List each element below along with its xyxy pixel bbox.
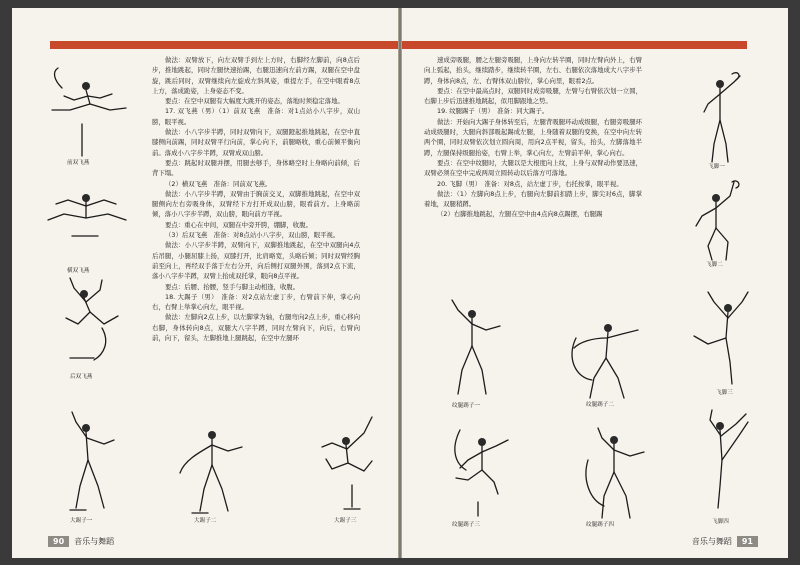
figure-side-double-swallow [42,180,132,274]
dancer-illustration [44,272,134,362]
figure-caption: 后双飞燕 [70,374,93,380]
figure-caption: 飞脚二 [706,262,723,268]
paragraph: 要点：在空中最高点时，双腿同时成旁吸腿，左臂与右臂依次划一立圆，右脚上步后迅速推地跳起，似用脚跟地之势。 [424,86,642,106]
dancer-illustration [562,308,652,403]
paragraph: 20. 飞脚（男） 准备：对8点，站左虚丁步，右托按掌，眼平视。 [437,179,623,188]
figure-flying-kick-2 [682,176,752,266]
paragraph: 要点：跳起时双腿并摆，用腿去够手，身体略空时上身略向前倾，后背下塌。 [152,158,360,178]
figure-caption: 纹腿踢子四 [586,522,614,528]
figure-caption: 横双飞燕 [67,268,90,274]
figure-caption: 飞脚四 [712,519,729,525]
figure-big-kick-2 [172,413,252,524]
header-band [50,41,398,49]
paragraph: 要点：在空中双腿有大幅度大跳开的姿态，落地时须稳定落地。 [165,97,344,106]
dancer-illustration [312,403,392,518]
figure-caption: 纹腿踢子一 [452,403,480,409]
page-number: 91 [737,536,758,547]
right-page-text [424,55,642,220]
figure-twist-kick-1 [432,296,512,409]
dancer-illustration [432,296,512,401]
figure-caption: 前双飞燕 [67,160,90,166]
figure-twist-kick-2 [562,308,652,408]
paragraph: 要点：在空中纹腿时，大腿以是大根度向上纹，上身与双臂动作要迅速，双臂必须在空中完成两周立圆转动以后落方可落地。 [424,158,642,178]
paragraph: 速成旁吸腿，腰之左腿旁吸腿，上身向左转半圈，同时左臂向外上，右臂向上弧起，抬头，继续踏步，继续转半圈，左右、右腿依次落地成大八字步半蹲，身体向8点，左、右臂体双山膀位，掌心向里，眼看2点。 [424,56,642,85]
paragraph: 做法：小八字步半蹲，双臂向下，双脚推地跳起，在空中双腿向4点后吊腿，小腿屈膝上扬，双膝打开，比肩略宽，头略后倾；同时双臂经胸前至向上，再经双手落于左右分开，向后侧打双腿外围，落到2点下流，落小八字步半蹲，双臂上抬成双托掌，眼向8点平视。 [152,241,360,281]
paragraph: 做法：小八字步半蹲，同时双臂向下，双腿蹬起推地跳起，在空中直膝侧向前踢，同时双臂平行向前，掌心向下，前腿略收，重心前倾平衡向前。落成小八字步半蹲，双臂成双山膀。 [152,128,360,157]
page-footer [687,534,758,548]
paragraph: 做法：开始向大踢子身体转至后，左腿背吸腿环动成级腿，右腿旁吸腿环动成级腿时，大腿向斜部吸起踢成左腿，上身随着双腿的变换，在空中向左转两个圈，同时双臂依次划立圆向周，用向2点平视，留头，抬头，左脚落地半蹲，左腿保持级腿抬姿，右臂上举，掌心向左，左臂前平伸，掌心向右。 [424,117,642,157]
paragraph: 做法：小八字步半蹲，双臂由于胸前交叉，双脚推地跳起，在空中双腿侧向左右旁吸身体，双臂经下方打开成双山膀，眼看前方。上身略前倾，落小八字步半蹲，双山膀，眼向前方平视。 [152,189,360,219]
figure-big-kick-1 [56,408,126,524]
figure-caption: 大踢子三 [334,518,357,524]
dancer-illustration [172,413,252,518]
left-page [12,8,398,558]
paragraph: 做法：双臂放下，向左双臂手到左上方时，右脚经左脚前，向8点后步，推地跳起，同时左腿快速抬踢，右腿迅速向左前方踢，双腿在空中盘旋，跳后同时，双臂继续向左旋成左斜风姿，重提左手，在空中眼看8点上方，落成跪姿，上身姿态不变。 [152,56,360,95]
dancer-illustration [692,288,762,388]
paragraph: 18. 大踢子（男） 准备：对2点站左虚丁步，右臂前下伸，掌心向右，右臂上举掌心向左，眼平视。 [152,292,360,312]
left-page-text [152,55,360,343]
running-title: 音乐与舞蹈 [74,536,115,546]
dancer-illustration [574,420,654,525]
running-title: 音乐与舞蹈 [691,536,732,546]
page-number: 90 [48,536,69,547]
dancer-illustration [682,176,752,266]
figure-flying-kick-3 [692,288,762,396]
paragraph: 要点：重心在中间，双腿在中旁开胯，绷脚，收腹。 [165,220,312,229]
dancer-illustration [692,66,752,166]
figure-caption: 纹腿踢子三 [452,522,480,528]
paragraph: 要点：后腰、抬腰，竖手与脚主动相逢，收腹。 [165,282,300,291]
figure-twist-kick-4 [574,420,654,528]
paragraph: 做法：左脚向2点上步，以左脚掌为轴，右腿弯向2点上步，重心移向右脚，身体转向8点，双腿大八字半蹲，同时左臂向下，向后，右臂向前，向下，留头，左脚推地上腿跳起，在空中左腿环 [152,313,360,343]
figure-front-double-swallow [42,66,132,166]
dancer-illustration [56,408,126,518]
header-band [402,41,747,49]
dancer-illustration [438,420,528,520]
dancer-illustration [42,180,132,260]
dancer-illustration [690,404,760,519]
figure-big-kick-3 [312,403,392,524]
figure-caption: 大踢子二 [194,518,217,524]
dancer-illustration [42,66,132,156]
paragraph: （2）右脚推地跳起，左腿在空中由4点向8点踢摆，右腿踢 [437,210,603,219]
figure-back-double-swallow [44,272,134,380]
figure-flying-kick-1 [692,66,752,170]
paragraph: 做法：（1）左脚向8点上步，右腿向左脚前扣踏上步，脚尖对6点，脚掌着地，双腿稍蹲。 [424,189,642,209]
right-page [402,8,788,558]
figure-caption: 飞脚一 [708,164,725,170]
figure-caption: 大踢子一 [70,518,93,524]
paragraph: 17. 双飞燕（男）（1）前双飞燕 准备：对1点站小八字步，双山膀，眼平视。 [152,107,360,126]
page-footer [48,534,119,548]
figure-caption: 纹腿踢子二 [586,402,614,408]
figure-caption: 飞脚三 [716,390,733,396]
figure-flying-kick-4 [690,404,760,525]
paragraph: （2）横双飞燕 准备：同前双飞燕。 [165,179,272,188]
paragraph: （3）后双飞燕 准备：对8点站小八字步，双山膀，眼平视。 [165,231,340,240]
figure-twist-kick-3 [438,420,528,528]
paragraph: 19. 纹腿踢子（男） 准备：同大踢子。 [437,107,549,116]
